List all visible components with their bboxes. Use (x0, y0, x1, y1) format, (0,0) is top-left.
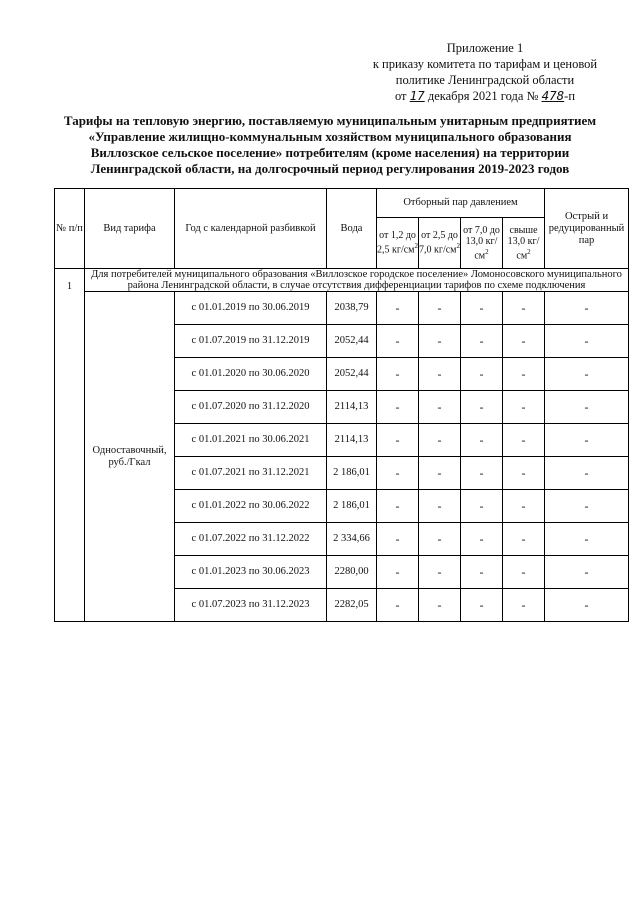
empty-value-cell: - (419, 556, 461, 589)
header-sharp-steam: Острый и редуцированный пар (545, 189, 629, 269)
empty-value-cell: - (419, 424, 461, 457)
header-num: № п/п (55, 189, 85, 269)
title-line2: «Управление жилищно-коммунальным хозяйством муниципального образования (88, 129, 572, 144)
empty-value-cell: - (503, 556, 545, 589)
period-cell: с 01.07.2019 по 31.12.2019 (175, 325, 327, 358)
empty-value-cell: - (545, 556, 629, 589)
empty-value-cell: - (503, 589, 545, 622)
title-line3: Виллозское сельское поселение» потребителям (кроме населения) на территории (90, 145, 570, 160)
empty-value-cell: - (377, 391, 419, 424)
water-value-cell: 2 186,01 (327, 490, 377, 523)
empty-value-cell: - (377, 457, 419, 490)
empty-value-cell: - (461, 391, 503, 424)
empty-value-cell: - (419, 292, 461, 325)
handwritten-day: 17 (409, 88, 425, 103)
empty-value-cell: - (377, 358, 419, 391)
period-cell: с 01.01.2020 по 30.06.2020 (175, 358, 327, 391)
empty-value-cell: - (419, 589, 461, 622)
water-value-cell: 2052,44 (327, 325, 377, 358)
water-value-cell: 2282,05 (327, 589, 377, 622)
empty-value-cell: - (461, 292, 503, 325)
row-number: 1 (55, 269, 85, 622)
empty-value-cell: - (545, 358, 629, 391)
empty-value-cell: - (461, 523, 503, 556)
empty-value-cell: - (461, 424, 503, 457)
empty-value-cell: - (419, 391, 461, 424)
empty-value-cell: - (503, 391, 545, 424)
title-line4: Ленинградской области, на долгосрочный период регулирования 2019-2023 годов (90, 161, 570, 176)
empty-value-cell: - (545, 523, 629, 556)
header-pressure-4: свыше 13,0 $кг/см^2$ (503, 218, 545, 269)
empty-value-cell: - (545, 424, 629, 457)
period-cell: с 01.07.2021 по 31.12.2021 (175, 457, 327, 490)
empty-value-cell: - (461, 325, 503, 358)
empty-value-cell: - (419, 325, 461, 358)
header-tariff-type: Вид тарифа (85, 189, 175, 269)
header-water: Вода (327, 189, 377, 269)
header-pressure-2: от 2,5 до 7,0 $кг/см^2$ (419, 218, 461, 269)
empty-value-cell: - (545, 391, 629, 424)
table-row (55, 292, 629, 325)
empty-value-cell: - (503, 523, 545, 556)
empty-value-cell: - (503, 358, 545, 391)
water-value-cell: 2052,44 (327, 358, 377, 391)
appendix-line3: политике Ленинградской области (395, 73, 575, 87)
empty-value-cell: - (377, 556, 419, 589)
empty-value-cell: - (377, 589, 419, 622)
water-value-cell: 2 334,66 (327, 523, 377, 556)
date-suffix: -п (564, 89, 576, 103)
appendix-block (360, 40, 610, 104)
empty-value-cell: - (419, 523, 461, 556)
empty-value-cell: - (377, 424, 419, 457)
tariff-table (54, 188, 629, 622)
header-pressure-3: от 7,0 до 13,0 $кг/см^2$ (461, 218, 503, 269)
empty-value-cell: - (461, 358, 503, 391)
empty-value-cell: - (461, 556, 503, 589)
water-value-cell: 2280,00 (327, 556, 377, 589)
period-cell: с 01.07.2023 по 31.12.2023 (175, 589, 327, 622)
period-cell: с 01.01.2022 по 30.06.2022 (175, 490, 327, 523)
empty-value-cell: - (503, 490, 545, 523)
tariff-label: Одноставочный, руб./Гкал (85, 292, 175, 622)
empty-value-cell: - (461, 490, 503, 523)
water-value-cell: 2114,13 (327, 391, 377, 424)
date-prefix: от (394, 89, 407, 103)
period-cell: с 01.07.2020 по 31.12.2020 (175, 391, 327, 424)
empty-value-cell: - (545, 457, 629, 490)
header-steam-group: Отборный пар давлением (377, 189, 545, 218)
empty-value-cell: - (461, 457, 503, 490)
handwritten-number: 478 (541, 88, 565, 103)
document-title (60, 113, 600, 177)
water-value-cell: 2114,13 (327, 424, 377, 457)
title-line1: Тарифы на тепловую энергию, поставляемую муниципальным унитарным предприятием (63, 113, 597, 128)
empty-value-cell: - (503, 292, 545, 325)
date-middle: декабря 2021 года № (427, 89, 539, 103)
period-cell: с 01.01.2021 по 30.06.2021 (175, 424, 327, 457)
empty-value-cell: - (419, 490, 461, 523)
empty-value-cell: - (461, 589, 503, 622)
water-value-cell: 2 186,01 (327, 457, 377, 490)
header-pressure-1: от 1,2 до 2,5 $кг/см^2$ (377, 218, 419, 269)
empty-value-cell: - (377, 292, 419, 325)
empty-value-cell: - (545, 589, 629, 622)
appendix-date-line (360, 88, 610, 104)
water-value-cell: 2038,79 (327, 292, 377, 325)
empty-value-cell: - (377, 325, 419, 358)
header-year: Год с календарной разбивкой (175, 189, 327, 269)
empty-value-cell: - (503, 424, 545, 457)
appendix-line1: Приложение 1 (446, 41, 524, 55)
empty-value-cell: - (545, 325, 629, 358)
empty-value-cell: - (419, 457, 461, 490)
empty-value-cell: - (503, 457, 545, 490)
period-cell: с 01.01.2019 по 30.06.2019 (175, 292, 327, 325)
empty-value-cell: - (377, 523, 419, 556)
period-cell: с 01.07.2022 по 31.12.2022 (175, 523, 327, 556)
appendix-line2: к приказу комитета по тарифам и ценовой (372, 57, 598, 71)
empty-value-cell: - (503, 325, 545, 358)
consumer-description: Для потребителей муниципального образования «Виллозское городское поселение» Ломоносовского муниципального района Ленинградской области, в случае отсутствия дифференциации тарифов по схеме подключения (85, 269, 629, 292)
empty-value-cell: - (545, 490, 629, 523)
empty-value-cell: - (377, 490, 419, 523)
empty-value-cell: - (545, 292, 629, 325)
period-cell: с 01.01.2023 по 30.06.2023 (175, 556, 327, 589)
empty-value-cell: - (419, 358, 461, 391)
